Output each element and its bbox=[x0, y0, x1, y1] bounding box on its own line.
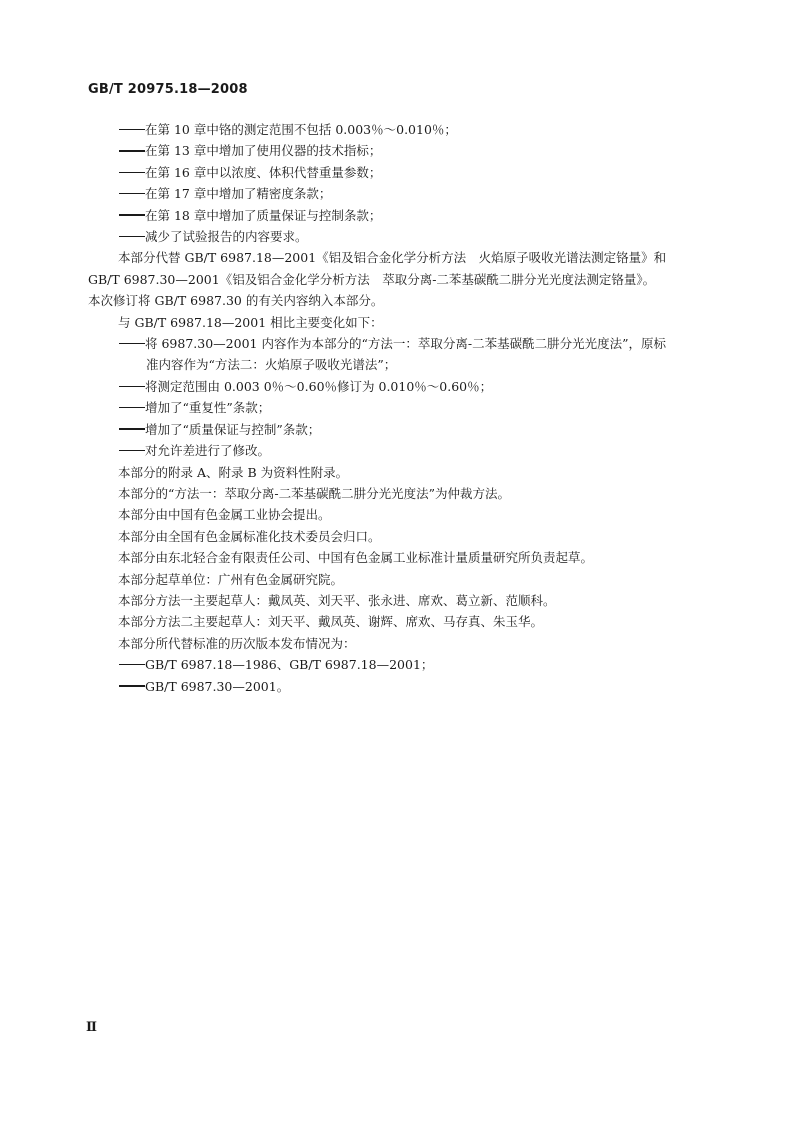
list-item-text: 减少了试验报告的内容要求。 bbox=[145, 229, 308, 245]
statement-annexes: 本部分的附录 A、附录 B 为资料性附录。 bbox=[118, 464, 349, 480]
list-item-text: GB/T 6987.30—2001。 bbox=[145, 678, 290, 694]
list-item-text: 将 6987.30—2001 内容作为本部分的“方法一：萃取分离-二苯基碳酰二肼分光光度法”，原标 bbox=[145, 336, 666, 352]
list-item bbox=[88, 226, 708, 247]
dash-mark bbox=[119, 450, 145, 451]
list-item bbox=[88, 205, 708, 226]
replacement-paragraph-line-3: 本次修订将 GB/T 6987.30 的有关内容纳入本部分。 bbox=[88, 293, 384, 309]
statement-drafting-unit: 本部分起草单位：广州有色金属研究院。 bbox=[118, 571, 344, 587]
dash-mark bbox=[119, 428, 145, 429]
standard-code-header: GB/T 20975.18—2008 bbox=[88, 82, 248, 97]
statement-arbitration-method: 本部分的“方法一：萃取分离-二苯基碳酰二肼分光光度法”为仲裁方法。 bbox=[118, 485, 511, 501]
list-item-text: 对允许差进行了修改。 bbox=[145, 443, 271, 459]
list-item-text: 增加了“质量保证与控制”条款； bbox=[145, 421, 321, 437]
statement-proposer: 本部分由中国有色金属工业协会提出。 bbox=[118, 507, 331, 523]
list-item bbox=[88, 654, 708, 675]
dash-mark bbox=[119, 129, 145, 130]
list-item-text: GB/T 6987.18—1986、GB/T 6987.18—2001； bbox=[145, 657, 434, 673]
list-item bbox=[88, 419, 708, 440]
foreword-body bbox=[88, 119, 708, 697]
list-item bbox=[88, 440, 708, 461]
dash-mark bbox=[119, 386, 145, 387]
list-item bbox=[88, 119, 708, 140]
list-item-text: 在第 10 章中铬的测定范围不包括 0.003％～0.010％； bbox=[145, 122, 457, 137]
statement-technical-committee: 本部分由全国有色金属标准化技术委员会归口。 bbox=[118, 528, 381, 544]
statement-method2-drafters: 本部分方法二主要起草人：刘天平、戴凤英、谢辉、席欢、马存真、朱玉华。 bbox=[118, 614, 544, 630]
replacement-paragraph-line-1: 本部分代替 GB/T 6987.18—2001《铝及铝合金化学分析方法 火焰原子吸收光谱法测定铬量》和 bbox=[118, 250, 667, 266]
list-item-text: 在第 13 章中增加了使用仪器的技术指标； bbox=[145, 143, 382, 159]
list-item bbox=[88, 676, 708, 697]
list-item-continuation: 准内容作为“方法二：火焰原子吸收光谱法”； bbox=[146, 357, 397, 373]
statement-method1-drafters: 本部分方法一主要起草人：戴凤英、刘天平、张永进、席欢、葛立新、范顺科。 bbox=[118, 592, 556, 608]
comparison-intro: 与 GB/T 6987.18—2001 相比主要变化如下： bbox=[118, 314, 383, 330]
dash-mark bbox=[119, 214, 145, 215]
dash-mark bbox=[119, 407, 145, 408]
replacement-paragraph-line-2: GB/T 6987.30—2001《铝及铝合金化学分析方法 萃取分离-二苯基碳酰二肼分光光度法测定铬量》。 bbox=[88, 271, 656, 287]
list-item bbox=[88, 376, 708, 397]
page-number: Ⅱ bbox=[86, 1020, 97, 1035]
dash-mark bbox=[119, 343, 145, 344]
list-item-text: 在第 16 章中以浓度、体积代替重量参数； bbox=[145, 164, 382, 180]
statement-responsible-drafters: 本部分由东北轻合金有限责任公司、中国有色金属工业标准计量质量研究所负责起草。 bbox=[118, 550, 594, 566]
list-item bbox=[88, 397, 708, 418]
list-item-text: 在第 18 章中增加了质量保证与控制条款； bbox=[145, 207, 382, 223]
statement-history-intro: 本部分所代替标准的历次版本发布情况为： bbox=[118, 635, 356, 651]
list-item bbox=[88, 140, 708, 161]
dash-mark bbox=[119, 236, 145, 237]
dash-mark bbox=[119, 664, 145, 665]
list-item bbox=[88, 162, 708, 183]
list-item-text: 增加了“重复性”条款； bbox=[145, 400, 271, 416]
list-item bbox=[88, 183, 708, 204]
list-item bbox=[88, 333, 708, 354]
dash-mark bbox=[119, 172, 145, 173]
dash-mark bbox=[119, 685, 145, 686]
list-item-text: 将测定范围由 0.003 0％～0.60％修订为 0.010％～0.60％； bbox=[145, 378, 493, 394]
dash-mark bbox=[119, 193, 145, 194]
list-item-text: 在第 17 章中增加了精密度条款； bbox=[145, 186, 332, 202]
dash-mark bbox=[119, 150, 145, 151]
